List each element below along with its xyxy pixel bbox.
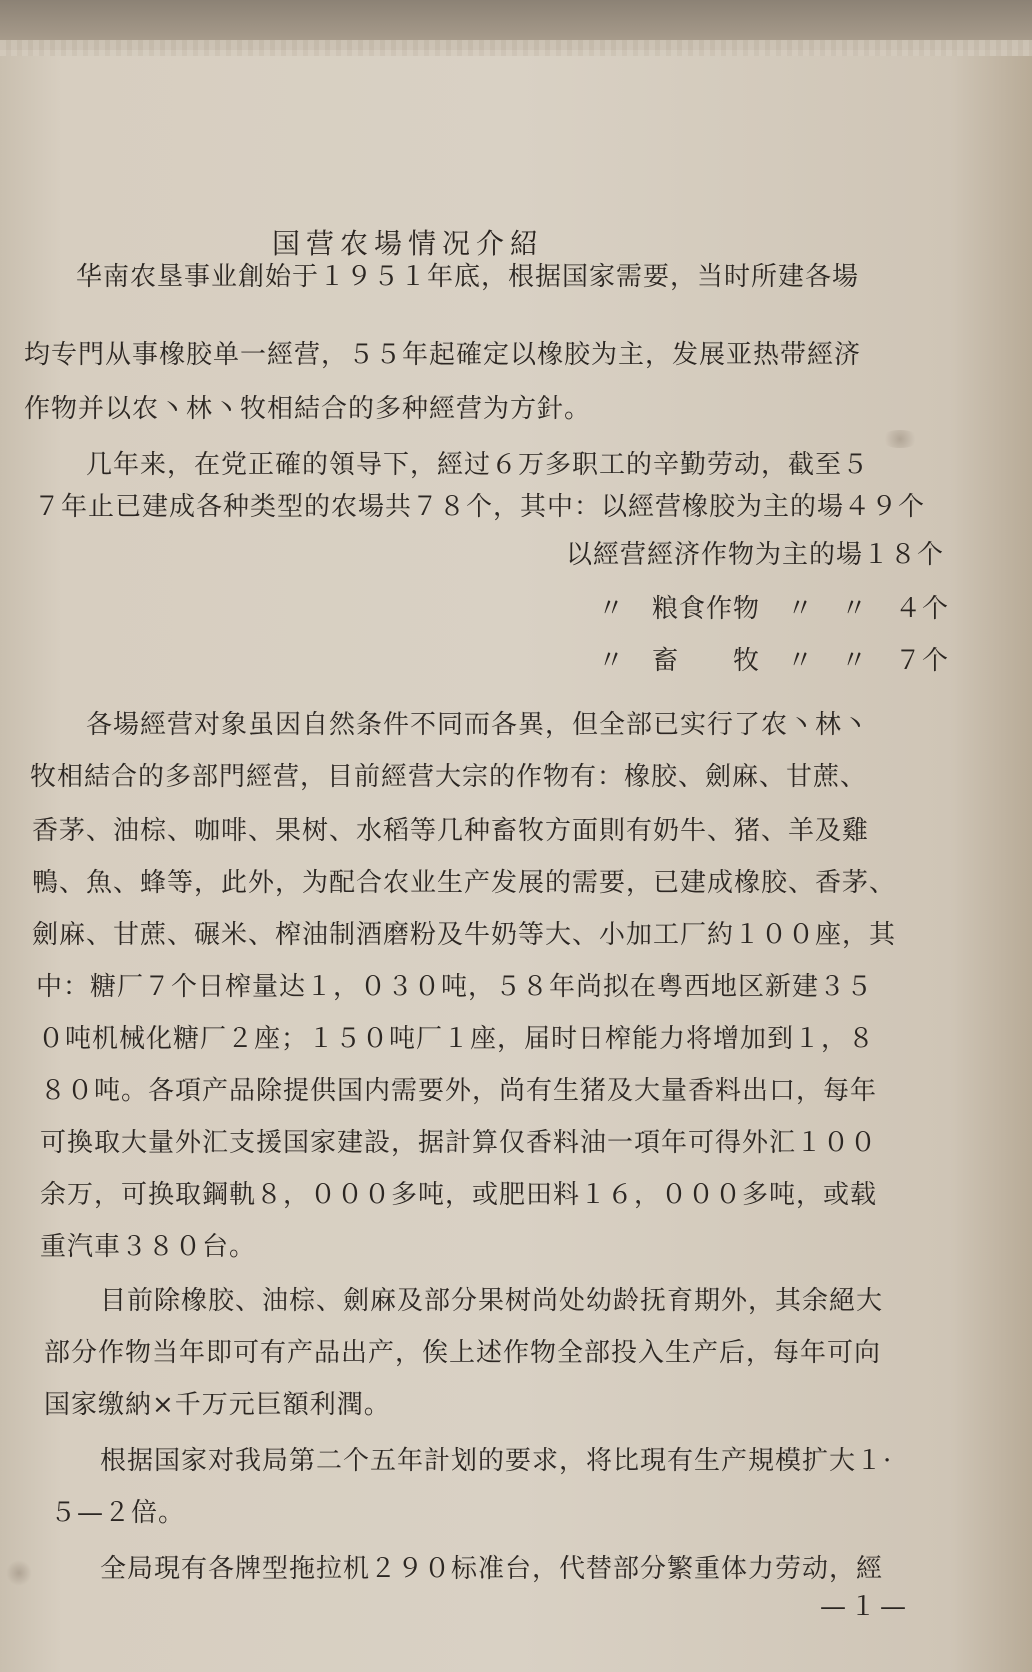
text-line: 〃 粮食作物 〃 〃 ４个 (598, 594, 950, 624)
text-line: 作物并以农丶林丶牧相結合的多种經营为方針。 (24, 394, 592, 424)
smudge-mark (880, 430, 920, 448)
text-line: 可換取大量外汇支援国家建設，据計算仅香料油一項年可得外汇１００ (40, 1128, 878, 1158)
text-line: ８０吨。各項产品除提供国内需要外，尚有生猪及大量香料出口，每年 (40, 1076, 878, 1106)
text-line: ５—２倍。 (50, 1498, 186, 1528)
text-line: 国家缴納×千万元巨額利潤。 (44, 1390, 391, 1420)
paper-sheet (0, 50, 1032, 1672)
smudge-mark (6, 1560, 32, 1586)
text-line: 香茅、油棕、咖啡、果树、水稻等几种畜牧方面則有奶牛、猪、羊及雞 (32, 816, 870, 846)
page-number: —１— (820, 1592, 911, 1622)
text-line: 华南农垦事业創始于１９５１年底，根据国家需要，当时所建各場 (76, 262, 860, 292)
text-line: 劍麻、甘蔗、碾米、榨油制酒磨粉及牛奶等大、小加工厂約１００座，其 (32, 920, 897, 950)
text-line: 根据国家对我局第二个五年計划的要求，将比現有生产規模扩大１· (100, 1446, 893, 1476)
text-line: 中：糖厂７个日榨量达１，０３０吨，５８年尚拟在粤西地区新建３５ (36, 972, 874, 1002)
text-line: 牧相結合的多部門經营，目前經营大宗的作物有：橡胶、劍麻、甘蔗、 (30, 762, 868, 792)
text-line: 以經营經济作物为主的場１８个 (566, 540, 945, 570)
text-line: ０吨机械化糖厂２座；１５０吨厂１座，届时日榨能力将增加到１，８ (38, 1024, 876, 1054)
text-line: 全局現有各牌型拖拉机２９０标准台，代替部分繁重体力劳动，經 (100, 1554, 884, 1584)
text-line: 部分作物当年即可有产品出产，俟上述作物全部投入生产后，每年可向 (44, 1338, 882, 1368)
text-line: 目前除橡胶、油棕、劍麻及部分果树尚处幼龄抚育期外，其余絕大 (100, 1286, 884, 1316)
text-line: 鴨、魚、蜂等，此外，为配合农业生产发展的需要，已建成橡胶、香茅、 (32, 868, 897, 898)
text-line: 均专門从事橡胶单一經营，５５年起確定以橡胶为主，发展亚热带經济 (24, 340, 862, 370)
text-line: 〃 畜 牧 〃 〃 ７个 (598, 646, 950, 676)
text-line: 各場經营对象虽因自然条件不同而各異，但全部已实行了农丶林丶 (86, 710, 870, 740)
text-line: ７年止已建成各种类型的农場共７８个，其中：以經营橡胶为主的場４９个 (34, 492, 926, 522)
document-title: 国营农場情况介紹 (272, 227, 545, 260)
paper-top-edge (0, 40, 1032, 56)
text-line: 余万，可换取鋼軌８，０００多吨，或肥田料１６，０００多吨，或载 (40, 1180, 878, 1210)
text-line: 重汽車３８０台。 (40, 1232, 257, 1262)
text-line: 几年来，在党正確的領导下，經过６万多职工的辛勤劳动，截至５ (86, 450, 870, 480)
